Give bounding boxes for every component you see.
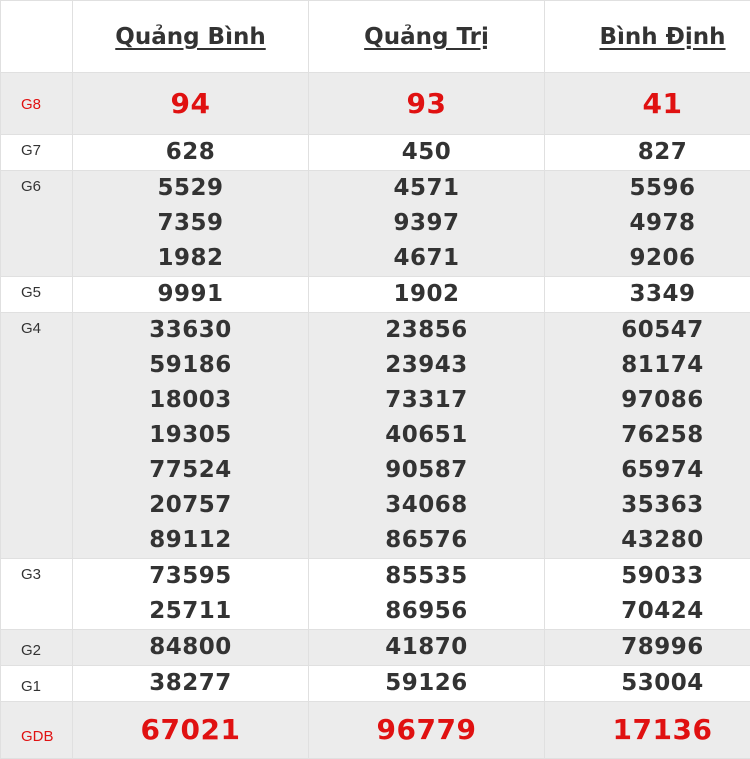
prize-number: 97086: [545, 383, 750, 418]
prize-number: 1982: [73, 241, 308, 276]
header-corner: [1, 1, 73, 73]
prize-cell: [545, 135, 750, 171]
prize-number: 4671: [309, 241, 544, 276]
prize-cell: [309, 171, 545, 277]
prize-number: 85535: [309, 559, 544, 594]
prize-number: 41870: [309, 630, 544, 665]
prize-number: 60547: [545, 313, 750, 348]
prize-row-g5: [1, 277, 750, 313]
prize-cell: [309, 630, 545, 666]
prize-number: 65974: [545, 453, 750, 488]
prize-cell: [309, 666, 545, 702]
prize-cell: [73, 277, 309, 313]
prize-number: 84800: [73, 630, 308, 665]
prize-cell: [309, 73, 545, 135]
prize-number: 25711: [73, 594, 308, 629]
prize-number: 33630: [73, 313, 308, 348]
province-name[interactable]: Quảng Bình: [115, 24, 265, 50]
prize-number: 73317: [309, 383, 544, 418]
prize-cell: [309, 277, 545, 313]
prize-number: 41: [545, 73, 750, 134]
prize-number: 38277: [73, 666, 308, 701]
prize-number: 23856: [309, 313, 544, 348]
prize-cell: [545, 666, 750, 702]
prize-row-g8: [1, 73, 750, 135]
prize-cell: [545, 277, 750, 313]
prize-cell: [545, 313, 750, 559]
prize-cell: [545, 559, 750, 630]
prize-cell: [73, 313, 309, 559]
prize-cell: [545, 171, 750, 277]
prize-cell: [309, 135, 545, 171]
prize-number: 78996: [545, 630, 750, 665]
prize-cell: [73, 73, 309, 135]
prize-number: 35363: [545, 488, 750, 523]
prize-number: 34068: [309, 488, 544, 523]
prize-number: 70424: [545, 594, 750, 629]
prize-number: 20757: [73, 488, 308, 523]
prize-row-g3: [1, 559, 750, 630]
prize-number: 19305: [73, 418, 308, 453]
header-row: [1, 1, 750, 73]
prize-number: 86956: [309, 594, 544, 629]
prize-label: G4: [1, 313, 73, 559]
prize-cell: [73, 171, 309, 277]
prize-number: 9397: [309, 206, 544, 241]
prize-number: 9991: [73, 277, 308, 312]
province-name[interactable]: Quảng Trị: [364, 24, 489, 50]
prize-number: 4571: [309, 171, 544, 206]
prize-number: 23943: [309, 348, 544, 383]
prize-number: 7359: [73, 206, 308, 241]
prize-label: G8: [1, 73, 73, 135]
prize-number: 450: [309, 135, 544, 170]
prize-label: GDB: [1, 702, 73, 759]
prize-number: 4978: [545, 206, 750, 241]
prize-label: G6: [1, 171, 73, 277]
prize-label: G7: [1, 135, 73, 171]
prize-number: 9206: [545, 241, 750, 276]
prize-number: 73595: [73, 559, 308, 594]
prize-cell: [309, 702, 545, 759]
prize-number: 827: [545, 135, 750, 170]
prize-number: 59126: [309, 666, 544, 701]
prize-number: 89112: [73, 523, 308, 558]
prize-number: 94: [73, 73, 308, 134]
prize-row-g2: [1, 630, 750, 666]
prize-row-g6: [1, 171, 750, 277]
prize-number: 628: [73, 135, 308, 170]
prize-cell: [73, 666, 309, 702]
prize-number: 76258: [545, 418, 750, 453]
prize-cell: [309, 559, 545, 630]
prize-number: 59186: [73, 348, 308, 383]
province-header-quang-binh[interactable]: [73, 1, 309, 73]
prize-number: 86576: [309, 523, 544, 558]
prize-row-gdb: [1, 702, 750, 759]
prize-cell: [545, 73, 750, 135]
prize-label: G1: [1, 666, 73, 702]
prize-number: 81174: [545, 348, 750, 383]
prize-number: 77524: [73, 453, 308, 488]
prize-cell: [545, 702, 750, 759]
prize-label: G3: [1, 559, 73, 630]
prize-cell: [73, 702, 309, 759]
prize-number: 67021: [73, 702, 308, 758]
prize-number: 93: [309, 73, 544, 134]
prize-cell: [545, 630, 750, 666]
prize-row-g1: [1, 666, 750, 702]
province-header-binh-dinh[interactable]: [545, 1, 750, 73]
prize-number: 5596: [545, 171, 750, 206]
prize-number: 96779: [309, 702, 544, 758]
prize-number: 59033: [545, 559, 750, 594]
prize-cell: [73, 559, 309, 630]
prize-cell: [73, 135, 309, 171]
prize-cell: [309, 313, 545, 559]
prize-number: 3349: [545, 277, 750, 312]
prize-number: 43280: [545, 523, 750, 558]
prize-number: 17136: [545, 702, 750, 758]
prize-label: G5: [1, 277, 73, 313]
prize-number: 53004: [545, 666, 750, 701]
prize-number: 40651: [309, 418, 544, 453]
prize-number: 1902: [309, 277, 544, 312]
prize-label: G2: [1, 630, 73, 666]
prize-row-g4: [1, 313, 750, 559]
prize-row-g7: [1, 135, 750, 171]
prize-number: 18003: [73, 383, 308, 418]
province-name[interactable]: Bình Định: [599, 24, 725, 50]
prize-cell: [73, 630, 309, 666]
prize-number: 5529: [73, 171, 308, 206]
prize-number: 90587: [309, 453, 544, 488]
province-header-quang-tri[interactable]: [309, 1, 545, 73]
